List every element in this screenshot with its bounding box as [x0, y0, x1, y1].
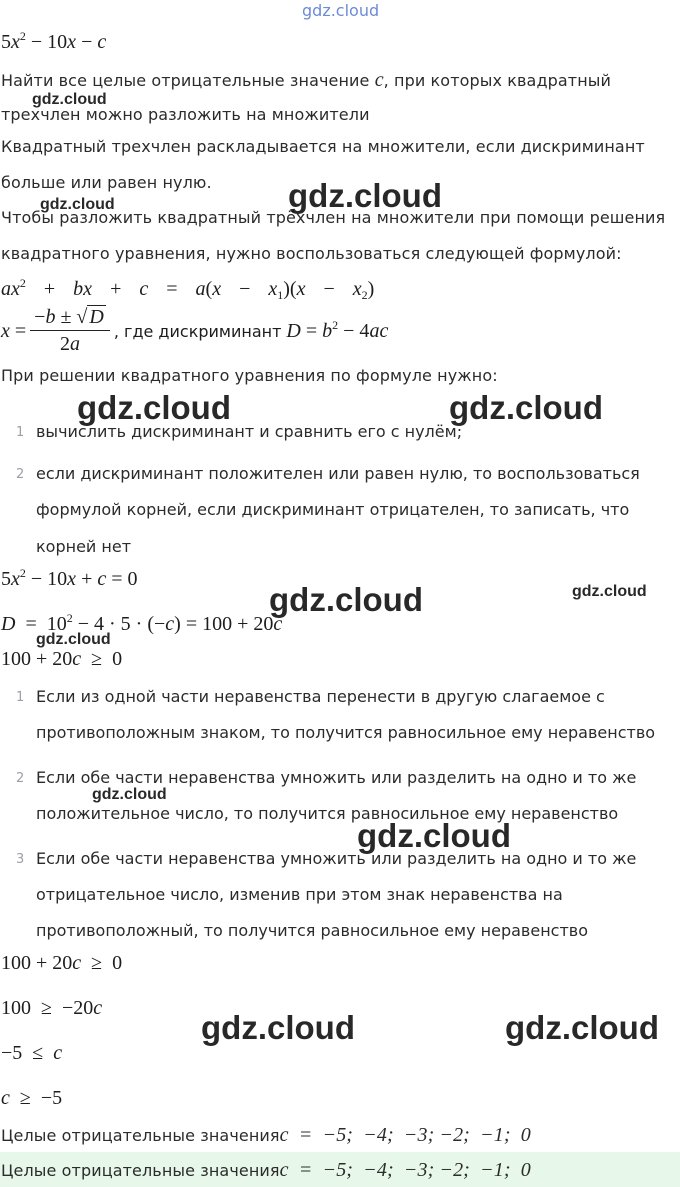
answer-values: c = −5; −4; −3; −2; −1; 0 [279, 1124, 531, 1146]
step-number: 1 [16, 425, 25, 440]
task-line-2: трехчлен можно разложить на множители [1, 105, 370, 124]
final-answer-values: c = −5; −4; −3; −2; −1; 0 [279, 1159, 531, 1181]
task-text-end: , при которых квадратный [383, 71, 611, 90]
task-line-1 [1, 69, 611, 92]
step-1-line-1: вычислить дискриминант и сравнить его с нулём; [36, 422, 463, 441]
answer-label: Целые отрицательные значения [1, 1126, 280, 1145]
rule-3-line-1: Если обе части неравенства умножить или разделить на одно и то же [36, 849, 637, 868]
rule-2-line-1: Если обе части неравенства умножить или разделить на одно и то же [36, 768, 637, 787]
watermark: gdz.cloud [77, 389, 231, 426]
rule-3-line-3: противоположный, то получится равносильное ему неравенство [36, 921, 588, 940]
inequality-3: 100 ≥ −20c [1, 997, 103, 1019]
watermark: gdz.cloud [40, 196, 115, 213]
watermark: gdz.cloud [92, 786, 167, 803]
watermark: gdz.cloud [269, 581, 423, 618]
roots-fraction: $\frac{-b \pm √ D}{2a}$ [30, 306, 110, 356]
factor-formula: $ax^2$ + bx + $c = a(x - x_1)(x - x_2)$ [1, 276, 375, 302]
inequality-4: −5 ≤ c [1, 1042, 63, 1064]
expression-trinomial: $5x^2 - 10x - c$ [1, 29, 107, 53]
watermark: gdz.cloud [505, 1009, 659, 1046]
final-answer-label: Целые отрицательные значения [1, 1161, 280, 1180]
rule-1-line-2: противоположным знаком, то получится равносильное ему неравенство [36, 723, 656, 742]
watermark: gdz.cloud [36, 631, 111, 648]
step-2-line-1: если дискриминант положителен или равен нулю, то воспользоваться [36, 464, 640, 483]
rule-number: 3 [16, 852, 25, 867]
watermark-top: gdz.cloud [302, 1, 380, 20]
equation: $5x^2 - 10x + c = 0$ [1, 566, 138, 590]
condition-line-1: Квадратный трехчлен раскладывается на множители, если дискриминант [1, 137, 645, 156]
task-variable: c [374, 69, 384, 91]
rule-3-line-2: отрицательное число, изменив при этом знак неравенства на [36, 885, 563, 904]
watermark: gdz.cloud [357, 817, 511, 854]
watermark: gdz.cloud [572, 583, 647, 600]
roots-caption: , где дискриминант [113, 321, 282, 341]
step-number: 2 [16, 467, 25, 482]
watermark: gdz.cloud [32, 91, 107, 108]
inequality-2: 100 + 20c ≥ 0 [1, 952, 123, 974]
final-answer-line [1, 1159, 531, 1182]
watermark: gdz.cloud [288, 177, 442, 214]
roots-formula: x = $\frac{-b \pm √ D}{2a}$ , где дискриминант $D = b^2 - 4ac$ [1, 306, 389, 355]
rule-number: 1 [16, 690, 25, 705]
steps-intro: При решении квадратного уравнения по формуле нужно: [1, 366, 498, 385]
watermark: gdz.cloud [449, 389, 603, 426]
rule-1-line-1: Если из одной части неравенства перенести в другую слагаемое с [36, 687, 605, 706]
discriminant-calc: $D = 10^2 - 4 \cdot 5 \cdot (-c) = 100 + 20c$ [1, 611, 283, 635]
task-text: Найти все целые отрицательные значение [1, 71, 375, 90]
intro-line-2: квадратного уравнения, нужно воспользоваться следующей формулой: [1, 244, 622, 263]
inequality-1: 100 + 20c ≥ 0 [1, 648, 123, 670]
condition-line-2: больше или равен нулю. [1, 173, 212, 192]
inequality-5: c ≥ −5 [1, 1087, 63, 1109]
rule-number: 2 [16, 771, 25, 786]
step-2-line-3: корней нет [36, 537, 132, 556]
step-2-line-2: формулой корней, если дискриминант отрицателен, то записать, что [36, 500, 630, 519]
intro-line-1: Чтобы разложить квадратный трёхчлен на множители при помощи решения [1, 208, 666, 227]
rule-2-line-2: положительное число, то получится равносильное ему неравенство [36, 804, 619, 823]
watermark: gdz.cloud [201, 1009, 355, 1046]
answer-line [1, 1124, 531, 1147]
